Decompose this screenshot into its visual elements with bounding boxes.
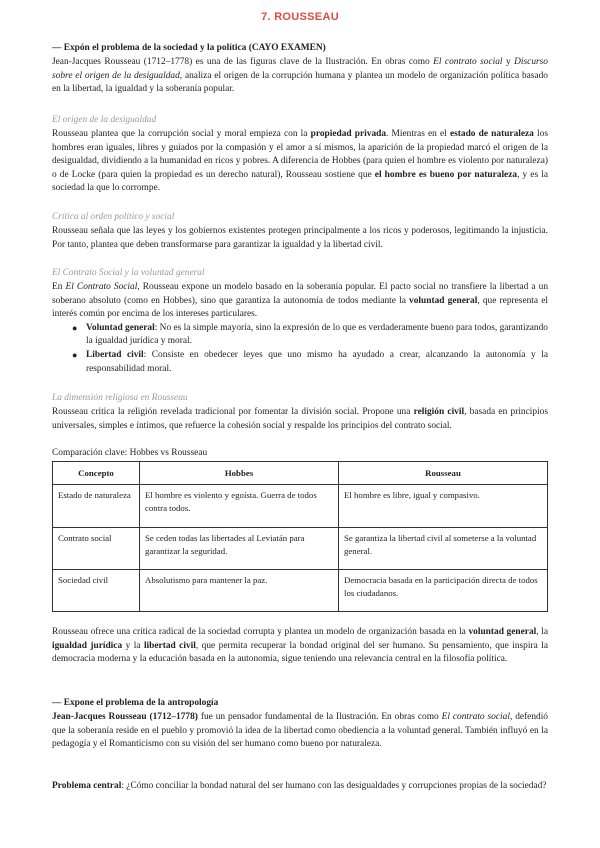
table-cell: Democracia basada en la participación directa de todos los ciudadanos. [339, 570, 548, 612]
paragraph-intro: Jean-Jacques Rousseau (1712–1778) es una de las figuras clave de la Ilustración. En obras como El contrato social y Discurso sobre el origen de la desigualdad, analiza el origen de la corrupción humana y plantea un modelo de organización política basado en la libertad, la igualdad y la soberanía popular. [52, 57, 548, 95]
column-header: Hobbes [140, 462, 339, 485]
subtitle-social-contract: El Contrato Social y la voluntad general [52, 268, 205, 278]
section-heading-society: — Expón el problema de la sociedad y la política (CAYO EXAMEN) [52, 43, 326, 53]
table-caption: Comparación clave: Hobbes vs Rousseau [52, 448, 208, 458]
subtitle-political-critique: Crítica al orden político y social [52, 212, 175, 222]
paragraph-social-contract: En El Contrato Social, Rousseau expone un modelo basado en la soberanía popular. El pacto social no transfiere la libertad a un soberano absoluto (como en Hobbes), sino que garantiza la autonomía de todos mediante la voluntad general, que representa el interés común por encima de los intereses particulares. ● Voluntad general: No es la simple mayoría, sino la expresión de lo que es verdaderamente bueno para todos, garantizando la igualdad jurídica y moral. ● Libertad civil: Consiste en obedecer leyes que uno mismo ha ayudado a crear, alcanzando la autonomía y la responsabilidad moral. [52, 281, 548, 376]
table-cell: Sociedad civil [53, 570, 140, 612]
table-cell: Contrato social [53, 528, 140, 570]
bullet-icon: ● [72, 322, 78, 333]
subtitle-inequality: El origen de la desigualdad [52, 115, 157, 125]
paragraph-conclusion: Rousseau ofrece una crítica radical de la sociedad corrupta y plantea un modelo de organización basada en la voluntad general, la igualdad jurídica y la libertad civil, que permita recuperar la bondad original del ser humano. Su pensamiento, que inspira la democracia moderna y la educación basada en la autonomía, sigue teniendo una relevancia central en la filosofía política. [52, 627, 548, 665]
paragraph-political-critique: Rousseau señala que las leyes y los gobiernos existentes protegen principalmente a los ricos y poderosos, legitimando la injusticia. Por tanto, plantea que deben transformarse para garantizar la igualdad y la libertad civil. [52, 226, 548, 250]
paragraph-religion: Rousseau critica la religión revelada tradicional por fomentar la división social. Propone una religión civil, basada en principios universales, simples e íntimos, que refuerce la cohesión social y respalde los principios del contrato social. [52, 407, 549, 431]
bullet-icon: ● [72, 349, 78, 360]
section-heading-anthropology: — Expone el problema de la antropología [52, 698, 219, 708]
table-cell: Absolutismo para mantener la paz. [140, 570, 339, 612]
list-item: ● Libertad civil: Consiste en obedecer leyes que uno mismo ha ayudado a crear, alcanzando la autonomía y la responsabilidad moral. [72, 349, 548, 374]
table-row [53, 528, 548, 570]
table-row [53, 485, 548, 528]
subtitle-religion: La dimensión religiosa en Rousseau [52, 393, 188, 403]
table-cell: Estado de naturaleza [53, 485, 140, 528]
table-cell: Se ceden todas las libertades al Leviatán para garantizar la seguridad. [140, 528, 339, 570]
column-header: Concepto [53, 462, 140, 485]
table-cell: El hombre es libre, igual y compasivo. [339, 485, 548, 528]
paragraph-inequality: Rousseau plantea que la corrupción social y moral empieza con la propiedad privada. Mientras en el estado de naturaleza los hombres eran iguales, libres y guiados por la compasión y el amor a sí mismos, la aparición de la propiedad marcó el origen de la desigualdad, dividiendo a la humanidad en ricos y pobres. A diferencia de Hobbes (para quien el hombre es violento por naturaleza) o de Locke (para quien la propiedad es un derecho natural), Rousseau sostiene que el hombre es bueno por naturaleza, y es la sociedad la que lo corrompe. [52, 129, 548, 194]
list-item: ● Voluntad general: No es la simple mayoría, sino la expresión de lo que es verdaderamente bueno para todos, garantizando la igualdad jurídica y moral. [72, 322, 548, 347]
paragraph-central-problem: Problema central: ¿Cómo conciliar la bondad natural del ser humano con las desigualdades y corrupciones propias de la sociedad? [52, 781, 547, 791]
table-header-row [53, 462, 548, 485]
table-cell: Se garantiza la libertad civil al someterse a la voluntad general. [339, 528, 548, 570]
column-header: Rousseau [339, 462, 548, 485]
page-title: 7. ROUSSEAU [261, 11, 339, 23]
table-cell: El hombre es violento y egoísta. Guerra de todos contra todos. [140, 485, 339, 528]
bullet-list [52, 322, 548, 376]
paragraph-anthropology: Jean-Jacques Rousseau (1712–1778) fue un pensador fundamental de la Ilustración. En obras como El contrato social, defendió que la soberanía reside en el pueblo y promovió la idea de la libertad como obediencia a la voluntad general. También influyó en la pedagogía y el Romanticismo con su visión del ser humano como bueno por naturaleza. [52, 712, 548, 750]
comparison-table [52, 461, 548, 612]
table-row [53, 570, 548, 612]
